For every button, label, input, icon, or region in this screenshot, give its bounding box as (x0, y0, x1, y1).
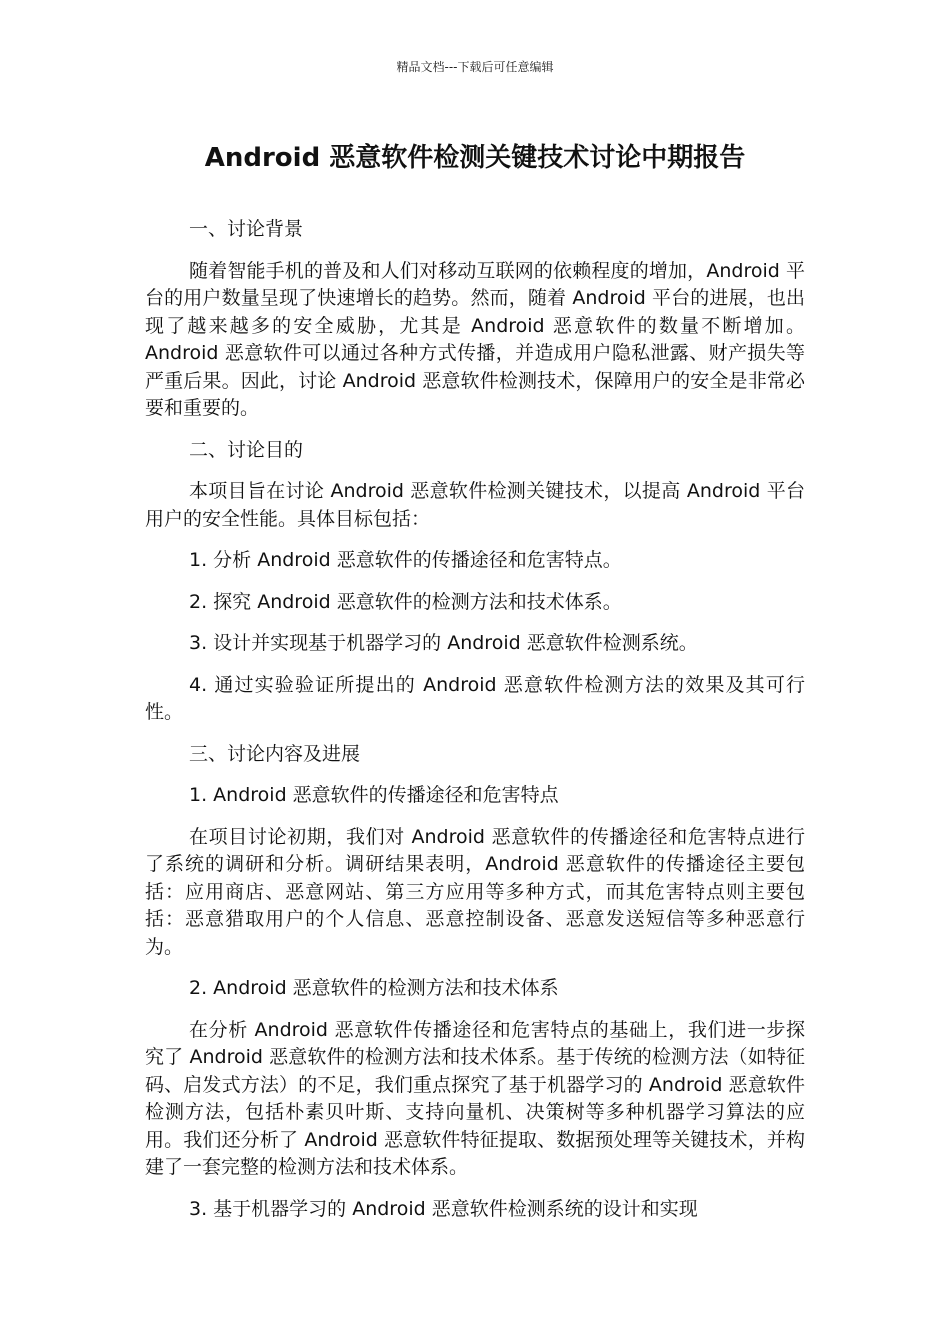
subsection-paragraph: 在分析 Android 恶意软件传播途径和危害特点的基础上，我们进一步探究了 Android 恶意软件的检测方法和技术体系。基于传统的检测方法（如特征码、启发式方法）的不足，我们重点探究了基于机器学习的 Android 恶意软件检测方法，包括朴素贝叶斯、支持向量机、决策树等多种机器学习算法的应用。我们还分析了 Android 恶意软件特征提取、数据预处理等关键技术，并构建了一套完整的检测方法和技术体系。 (145, 1018, 805, 1178)
subsection-paragraph: 在项目讨论初期，我们对 Android 恶意软件的传播途径和危害特点进行了系统的调研和分析。调研结果表明，Android 恶意软件的传播途径主要包括：应用商店、恶意网站、第三方应用等多种方式，而其危害特点则主要包括：恶意猎取用户的个人信息、恶意控制设备、恶意发送短信等多种恶意行为。 (145, 825, 805, 958)
goal-item: 4. 通过实验验证所提出的 Android 恶意软件检测方法的效果及其可行性。 (145, 673, 805, 723)
goal-item: 1. 分析 Android 恶意软件的传播途径和危害特点。 (189, 549, 622, 571)
goal-item: 2. 探究 Android 恶意软件的检测方法和技术体系。 (189, 590, 622, 613)
subsection-heading: 3. 基于机器学习的 Android 恶意软件检测系统的设计和实现 (189, 1197, 698, 1220)
subsection-heading: 2. Android 恶意软件的检测方法和技术体系 (189, 977, 559, 999)
document-body (145, 216, 805, 1223)
section-heading-content: 三、讨论内容及进展 (189, 742, 361, 765)
section-paragraph-background: 随着智能手机的普及和人们对移动互联网的依赖程度的增加，Android 平台的用户数量呈现了快速增长的趋势。然而，随着 Android 平台的进展，也出现了越来越多的安全威胁，尤其是 Android 恶意软件的数量不断增加。Android 恶意软件可以通过各种方式传播，并造成用户隐私泄露、财产损失等严重后果。因此，讨论 Android 恶意软件检测技术，保障用户的安全是非常必要和重要的。 (145, 259, 805, 419)
section-heading-purpose: 二、讨论目的 (189, 438, 304, 461)
subsection-heading: 1. Android 恶意软件的传播途径和危害特点 (189, 784, 559, 806)
section-paragraph-purpose: 本项目旨在讨论 Android 恶意软件检测关键技术，以提高 Android 平台用户的安全性能。具体目标包括： (145, 480, 805, 530)
section-heading-background: 一、讨论背景 (189, 218, 304, 240)
header-note: 精品文档---下载后可任意编辑 (396, 60, 554, 74)
goal-item: 3. 设计并实现基于机器学习的 Android 恶意软件检测系统。 (189, 632, 698, 654)
document-title: Android 恶意软件检测关键技术讨论中期报告 (204, 143, 746, 173)
